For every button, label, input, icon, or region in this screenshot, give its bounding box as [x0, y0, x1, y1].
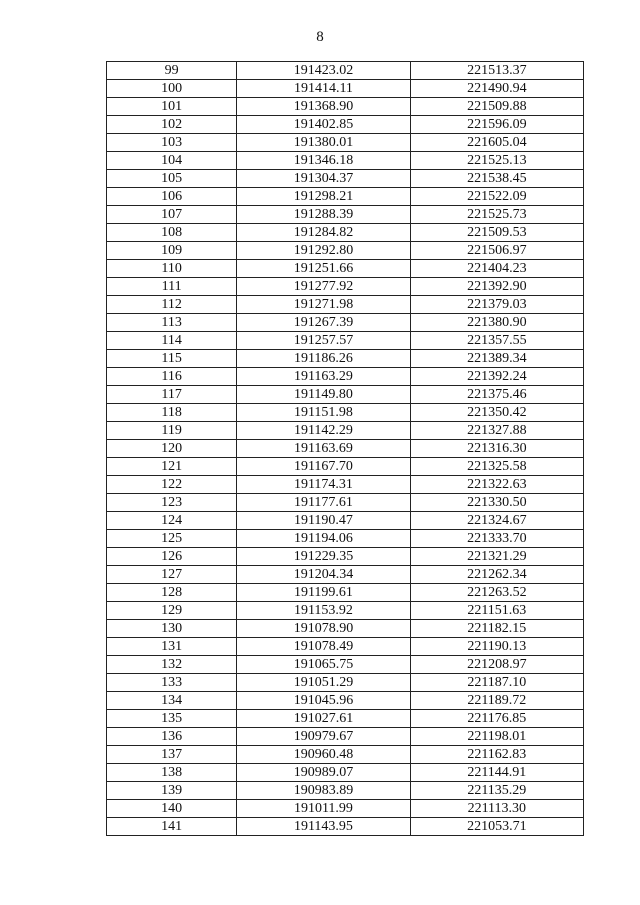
x-coordinate-cell: 191194.06	[237, 530, 410, 548]
y-coordinate-cell: 221506.97	[410, 242, 583, 260]
y-coordinate-cell: 221151.63	[410, 602, 583, 620]
point-number-cell: 132	[107, 656, 237, 674]
y-coordinate-cell: 221333.70	[410, 530, 583, 548]
point-number-cell: 103	[107, 134, 237, 152]
point-number-cell: 136	[107, 728, 237, 746]
x-coordinate-cell: 191143.95	[237, 818, 410, 836]
x-coordinate-cell: 191167.70	[237, 458, 410, 476]
table-row	[107, 764, 584, 782]
point-number-cell: 131	[107, 638, 237, 656]
point-number-cell: 111	[107, 278, 237, 296]
y-coordinate-cell: 221182.15	[410, 620, 583, 638]
table-row	[107, 458, 584, 476]
point-number-cell: 109	[107, 242, 237, 260]
y-coordinate-cell: 221176.85	[410, 710, 583, 728]
table-row	[107, 818, 584, 836]
table-row	[107, 98, 584, 116]
y-coordinate-cell: 221538.45	[410, 170, 583, 188]
point-number-cell: 129	[107, 602, 237, 620]
y-coordinate-cell: 221389.34	[410, 350, 583, 368]
table-row	[107, 548, 584, 566]
point-number-cell: 133	[107, 674, 237, 692]
x-coordinate-cell: 191078.49	[237, 638, 410, 656]
x-coordinate-cell: 191149.80	[237, 386, 410, 404]
x-coordinate-cell: 191011.99	[237, 800, 410, 818]
point-number-cell: 110	[107, 260, 237, 278]
x-coordinate-cell: 191163.69	[237, 440, 410, 458]
y-coordinate-cell: 221380.90	[410, 314, 583, 332]
point-number-cell: 102	[107, 116, 237, 134]
x-coordinate-cell: 191051.29	[237, 674, 410, 692]
table-row	[107, 512, 584, 530]
y-coordinate-cell: 221190.13	[410, 638, 583, 656]
x-coordinate-cell: 191151.98	[237, 404, 410, 422]
point-number-cell: 138	[107, 764, 237, 782]
y-coordinate-cell: 221404.23	[410, 260, 583, 278]
table-row	[107, 206, 584, 224]
point-number-cell: 107	[107, 206, 237, 224]
point-number-cell: 128	[107, 584, 237, 602]
x-coordinate-cell: 191277.92	[237, 278, 410, 296]
table-row	[107, 674, 584, 692]
y-coordinate-cell: 221392.90	[410, 278, 583, 296]
y-coordinate-cell: 221135.29	[410, 782, 583, 800]
x-coordinate-cell: 191027.61	[237, 710, 410, 728]
point-number-cell: 119	[107, 422, 237, 440]
y-coordinate-cell: 221053.71	[410, 818, 583, 836]
x-coordinate-cell: 191271.98	[237, 296, 410, 314]
point-number-cell: 123	[107, 494, 237, 512]
y-coordinate-cell: 221325.58	[410, 458, 583, 476]
x-coordinate-cell: 191078.90	[237, 620, 410, 638]
table-row	[107, 800, 584, 818]
x-coordinate-cell: 191153.92	[237, 602, 410, 620]
y-coordinate-cell: 221198.01	[410, 728, 583, 746]
x-coordinate-cell: 190979.67	[237, 728, 410, 746]
y-coordinate-cell: 221321.29	[410, 548, 583, 566]
table-row	[107, 710, 584, 728]
x-coordinate-cell: 190989.07	[237, 764, 410, 782]
x-coordinate-cell: 191142.29	[237, 422, 410, 440]
y-coordinate-cell: 221525.73	[410, 206, 583, 224]
x-coordinate-cell: 191257.57	[237, 332, 410, 350]
x-coordinate-cell: 191177.61	[237, 494, 410, 512]
table-row	[107, 296, 584, 314]
table-row	[107, 566, 584, 584]
y-coordinate-cell: 221379.03	[410, 296, 583, 314]
y-coordinate-cell: 221263.52	[410, 584, 583, 602]
x-coordinate-cell: 191346.18	[237, 152, 410, 170]
table-row	[107, 530, 584, 548]
table-row	[107, 170, 584, 188]
table-row	[107, 728, 584, 746]
point-number-cell: 141	[107, 818, 237, 836]
table-row	[107, 116, 584, 134]
y-coordinate-cell: 221162.83	[410, 746, 583, 764]
x-coordinate-cell: 191423.02	[237, 62, 410, 80]
x-coordinate-cell: 190983.89	[237, 782, 410, 800]
table-row	[107, 224, 584, 242]
x-coordinate-cell: 191368.90	[237, 98, 410, 116]
table-row	[107, 188, 584, 206]
point-number-cell: 121	[107, 458, 237, 476]
point-number-cell: 101	[107, 98, 237, 116]
y-coordinate-cell: 221605.04	[410, 134, 583, 152]
y-coordinate-cell: 221392.24	[410, 368, 583, 386]
x-coordinate-cell: 191204.34	[237, 566, 410, 584]
x-coordinate-cell: 191065.75	[237, 656, 410, 674]
point-number-cell: 106	[107, 188, 237, 206]
page-number: 8	[316, 29, 324, 45]
x-coordinate-cell: 191380.01	[237, 134, 410, 152]
point-number-cell: 127	[107, 566, 237, 584]
y-coordinate-cell: 221327.88	[410, 422, 583, 440]
table-row	[107, 386, 584, 404]
table-row	[107, 656, 584, 674]
x-coordinate-cell: 191174.31	[237, 476, 410, 494]
y-coordinate-cell: 221324.67	[410, 512, 583, 530]
table-row	[107, 476, 584, 494]
y-coordinate-cell: 221525.13	[410, 152, 583, 170]
table-row	[107, 620, 584, 638]
x-coordinate-cell: 191163.29	[237, 368, 410, 386]
table-row	[107, 602, 584, 620]
point-number-cell: 139	[107, 782, 237, 800]
y-coordinate-cell: 221262.34	[410, 566, 583, 584]
y-coordinate-cell: 221490.94	[410, 80, 583, 98]
x-coordinate-cell: 191402.85	[237, 116, 410, 134]
x-coordinate-cell: 191304.37	[237, 170, 410, 188]
x-coordinate-cell: 191186.26	[237, 350, 410, 368]
table-row	[107, 314, 584, 332]
point-number-cell: 130	[107, 620, 237, 638]
point-number-cell: 137	[107, 746, 237, 764]
table-row	[107, 638, 584, 656]
point-number-cell: 120	[107, 440, 237, 458]
x-coordinate-cell: 191199.61	[237, 584, 410, 602]
table-row	[107, 692, 584, 710]
point-number-cell: 108	[107, 224, 237, 242]
coordinates-table	[106, 61, 584, 836]
table-row	[107, 440, 584, 458]
point-number-cell: 116	[107, 368, 237, 386]
point-number-cell: 135	[107, 710, 237, 728]
table-row	[107, 350, 584, 368]
x-coordinate-cell: 191045.96	[237, 692, 410, 710]
table-row	[107, 332, 584, 350]
y-coordinate-cell: 221187.10	[410, 674, 583, 692]
x-coordinate-cell: 190960.48	[237, 746, 410, 764]
table-row	[107, 152, 584, 170]
point-number-cell: 122	[107, 476, 237, 494]
y-coordinate-cell: 221350.42	[410, 404, 583, 422]
point-number-cell: 124	[107, 512, 237, 530]
table-row	[107, 422, 584, 440]
point-number-cell: 126	[107, 548, 237, 566]
coordinates-table-body	[107, 62, 584, 836]
y-coordinate-cell: 221316.30	[410, 440, 583, 458]
y-coordinate-cell: 221330.50	[410, 494, 583, 512]
x-coordinate-cell: 191190.47	[237, 512, 410, 530]
x-coordinate-cell: 191251.66	[237, 260, 410, 278]
table-row	[107, 134, 584, 152]
point-number-cell: 112	[107, 296, 237, 314]
table-row	[107, 368, 584, 386]
point-number-cell: 104	[107, 152, 237, 170]
point-number-cell: 99	[107, 62, 237, 80]
y-coordinate-cell: 221596.09	[410, 116, 583, 134]
y-coordinate-cell: 221509.88	[410, 98, 583, 116]
table-row	[107, 584, 584, 602]
point-number-cell: 117	[107, 386, 237, 404]
point-number-cell: 125	[107, 530, 237, 548]
y-coordinate-cell: 221208.97	[410, 656, 583, 674]
x-coordinate-cell: 191298.21	[237, 188, 410, 206]
y-coordinate-cell: 221322.63	[410, 476, 583, 494]
x-coordinate-cell: 191292.80	[237, 242, 410, 260]
point-number-cell: 115	[107, 350, 237, 368]
table-row	[107, 80, 584, 98]
x-coordinate-cell: 191284.82	[237, 224, 410, 242]
table-row	[107, 746, 584, 764]
table-row	[107, 260, 584, 278]
y-coordinate-cell: 221522.09	[410, 188, 583, 206]
table-row	[107, 404, 584, 422]
point-number-cell: 114	[107, 332, 237, 350]
table-row	[107, 278, 584, 296]
point-number-cell: 134	[107, 692, 237, 710]
table-row	[107, 62, 584, 80]
y-coordinate-cell: 221144.91	[410, 764, 583, 782]
y-coordinate-cell: 221189.72	[410, 692, 583, 710]
point-number-cell: 100	[107, 80, 237, 98]
y-coordinate-cell: 221509.53	[410, 224, 583, 242]
x-coordinate-cell: 191267.39	[237, 314, 410, 332]
x-coordinate-cell: 191288.39	[237, 206, 410, 224]
point-number-cell: 118	[107, 404, 237, 422]
x-coordinate-cell: 191414.11	[237, 80, 410, 98]
point-number-cell: 113	[107, 314, 237, 332]
y-coordinate-cell: 221513.37	[410, 62, 583, 80]
y-coordinate-cell: 221113.30	[410, 800, 583, 818]
x-coordinate-cell: 191229.35	[237, 548, 410, 566]
point-number-cell: 140	[107, 800, 237, 818]
point-number-cell: 105	[107, 170, 237, 188]
y-coordinate-cell: 221357.55	[410, 332, 583, 350]
table-row	[107, 494, 584, 512]
table-row	[107, 242, 584, 260]
table-row	[107, 782, 584, 800]
y-coordinate-cell: 221375.46	[410, 386, 583, 404]
